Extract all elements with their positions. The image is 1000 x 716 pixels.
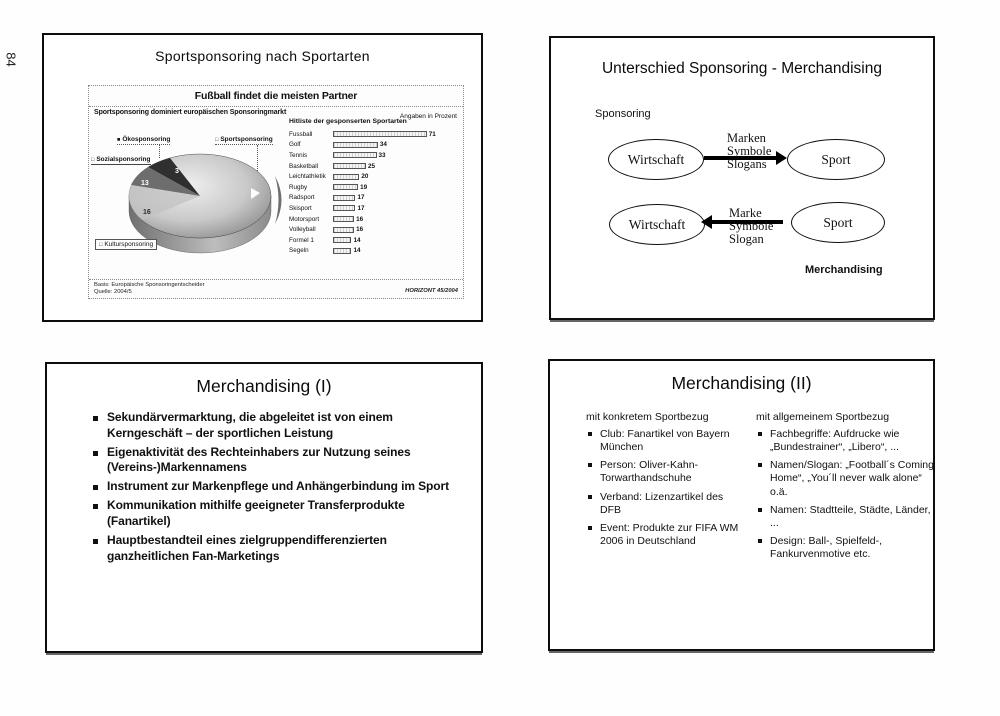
bullet-item: [586, 491, 744, 517]
hitlist-label: Formel 1: [289, 236, 314, 244]
hitlist-value: 71: [428, 130, 436, 138]
pie-value-oeko: 3: [175, 168, 179, 175]
arrow-label-line: Symbole: [727, 144, 772, 158]
square-bullet-icon: [758, 508, 762, 512]
ellipse-sport-top: Sport: [787, 139, 885, 180]
bullet-text: Event: Produkte zur FIFA WM 2006 in Deutschland: [600, 521, 739, 547]
hitlist-row: [289, 203, 458, 214]
bullet-text: Sekundärvermarktung, die abgeleitet ist von einem Kerngeschäft – der sportlichen Leistung: [107, 410, 393, 440]
hitlist-row: [289, 214, 458, 225]
bullet-item: [756, 459, 940, 498]
ellipse-wirtschaft-top: Wirtschaft: [608, 139, 704, 180]
square-bullet-icon: [588, 463, 592, 467]
chart-footer: [89, 279, 463, 298]
hitlist-value: 14: [353, 247, 361, 255]
hitlist-bar: [333, 227, 354, 233]
hitlist-bar: [333, 248, 351, 254]
column-header: mit allgemeinem Sportbezug: [756, 411, 890, 423]
hitlist-row: [289, 171, 458, 182]
bullet-text: Instrument zur Markenpflege und Anhängerbindung im Sport: [107, 479, 449, 494]
bullet-text: Verband: Lizenzartikel des DFB: [600, 490, 724, 516]
bullet-item: [586, 459, 744, 485]
bullet-item: [93, 533, 457, 565]
legend-label: Ökosponsoring: [122, 136, 171, 143]
bullet-item: [93, 479, 457, 495]
merch1-list: [93, 410, 457, 567]
slide-unterschied-sponsoring-merchandising: [549, 36, 935, 320]
merch2-col-0-list: [586, 428, 744, 548]
hitlist-bar: [333, 184, 358, 190]
hitlist-title: Hitliste der gesponserten Sportarten: [289, 118, 407, 125]
hitlist-row: [289, 150, 458, 161]
hitlist-row: [289, 182, 458, 193]
bullet-item: [93, 445, 457, 477]
legend-sozialsponsoring: [91, 156, 151, 165]
hitlist-label: Volleyball: [289, 226, 316, 234]
legend-kultursponsoring: [95, 239, 157, 250]
square-bullet-icon: [588, 432, 592, 436]
merch2-col-0: [586, 411, 744, 566]
slide-title: Unterschied Sponsoring - Merchandising: [601, 60, 882, 77]
legend-label: Sportsponsoring: [220, 136, 273, 143]
hitlist-label: Tennis: [289, 151, 308, 159]
legend-leader-line: [159, 145, 160, 158]
hitlist-row: [289, 224, 458, 235]
hitlist-value: 14: [353, 236, 361, 244]
pie-value-sozial: 13: [141, 180, 149, 187]
square-bullet-icon: [758, 539, 762, 543]
hitlist-bar: [333, 163, 366, 169]
hitlist-value: 34: [379, 141, 387, 149]
pie-chart: [89, 122, 289, 274]
square-bullet-icon: [93, 504, 98, 509]
arrow-label-line: Marken: [727, 131, 766, 145]
hitlist-label: Radsport: [289, 194, 315, 202]
square-bullet-icon: [588, 495, 592, 499]
slide-sportsponsoring-chart: [42, 33, 483, 322]
square-bullet-icon: [758, 463, 762, 467]
legend-swatch-icon: ■: [117, 137, 121, 143]
hitlist-row: [289, 193, 458, 204]
bullet-item: [756, 535, 940, 561]
arrow-label-top: [727, 132, 771, 171]
merch2-col-1: [756, 411, 940, 566]
pie-value-kultur: 16: [143, 209, 151, 216]
hitlist-label: Motorsport: [289, 215, 320, 223]
hitlist-bar: [333, 131, 427, 137]
hitlist-value: 33: [378, 151, 386, 159]
page-number: 84: [3, 52, 19, 67]
legend-leader-line: [257, 145, 258, 171]
hitlist-bar: [333, 142, 378, 148]
chart-subline: Sportsponsoring dominiert europäischen Sponsoringmarkt: [94, 109, 287, 116]
pie-shadow: [275, 176, 282, 224]
arrow-label-line: Marke: [729, 206, 762, 220]
bullet-item: [756, 428, 940, 454]
hitlist-label: Leichtathletik: [289, 173, 326, 181]
bullet-text: Club: Fanartikel von Bayern München: [600, 428, 730, 454]
hitlist-value: 19: [360, 183, 368, 191]
hitlist: [289, 118, 458, 256]
arrow-label-bottom: [729, 207, 773, 246]
hitlist-value: 17: [357, 204, 365, 212]
hitlist-label: Fussball: [289, 130, 313, 138]
embedded-chart: [88, 85, 464, 299]
square-bullet-icon: [93, 416, 98, 421]
hitlist-label: Golf: [289, 141, 301, 149]
hitlist-bar: [333, 205, 355, 211]
hitlist-label: Segeln: [289, 247, 309, 255]
arrow-label-line: Slogans: [727, 157, 767, 171]
slide-title: Sportsponsoring nach Sportarten: [155, 48, 370, 64]
bullet-text: Eigenaktivität des Rechteinhabers zur Nutzung seines (Vereins-)Markennamens: [107, 444, 411, 475]
chart-footer-quelle: Quelle: 2004/5: [94, 289, 132, 295]
legend-label: Kultursponsoring: [104, 241, 154, 248]
hitlist-bar: [333, 216, 354, 222]
hitlist-value: 20: [361, 173, 369, 181]
square-bullet-icon: [758, 432, 762, 436]
arrow-label-line: Slogan: [729, 232, 764, 246]
hitlist-label: Skisport: [289, 204, 312, 212]
bullet-item: [93, 410, 457, 442]
bullet-text: Namen: Stadtteile, Städte, Länder, ...: [770, 503, 931, 529]
merch2-col-1-list: [756, 428, 940, 561]
hitlist-row: [289, 161, 458, 172]
chart-headline: Fußball findet die meisten Partner: [89, 86, 463, 107]
bullet-item: [586, 428, 744, 454]
slide-merchandising-2: [548, 359, 935, 651]
ellipse-wirtschaft-bottom: Wirtschaft: [609, 204, 705, 245]
bullet-text: Fachbegriffe: Aufdrucke wie „Bundestrainer“, „Libero“, ...: [770, 428, 900, 454]
hitlist-row: [289, 235, 458, 246]
hitlist-row: [289, 129, 458, 140]
label-sponsoring: Sponsoring: [595, 108, 651, 120]
chart-footer-basis: Basis: Europäische Sponsoringentscheider: [94, 282, 205, 288]
hitlist-row: [289, 246, 458, 257]
arrow-label-line: Symbole: [729, 219, 774, 233]
bullet-text: Design: Ball-, Spielfeld-, Fankurvenmotive etc.: [770, 534, 883, 560]
hitlist-bar: [333, 152, 377, 158]
hitlist-value: 16: [356, 215, 364, 223]
bullet-item: [586, 522, 744, 548]
hitlist-bar: [333, 195, 355, 201]
legend-swatch-icon: □: [91, 157, 95, 163]
hitlist-rows: [289, 129, 458, 256]
hitlist-bar: [333, 237, 351, 243]
bullet-text: Namen/Slogan: „Football´s Coming Home“, „You´ll never walk alone“ o.ä.: [770, 459, 934, 498]
ellipse-sport-bottom: Sport: [791, 202, 885, 243]
legend-swatch-icon: □: [215, 137, 219, 143]
bullet-item: [756, 504, 940, 530]
bullet-text: Person: Oliver-Kahn-Torwarthandschuhe: [600, 459, 699, 485]
square-bullet-icon: [93, 485, 98, 490]
square-bullet-icon: [93, 539, 98, 544]
hitlist-row: [289, 140, 458, 151]
hitlist-bar: [333, 174, 359, 180]
chart-unit-note: Angaben in Prozent: [399, 113, 457, 120]
bullet-text: Hauptbestandteil eines zielgruppendifferenzierten ganzheitlichen Fan-Marketings: [107, 532, 387, 563]
hitlist-label: Basketball: [289, 162, 319, 170]
label-merchandising: Merchandising: [805, 264, 883, 276]
hitlist-label: Rugby: [289, 183, 308, 191]
legend-swatch-icon: □: [99, 242, 103, 248]
hitlist-value: 16: [356, 226, 364, 234]
slide-merchandising-1: [45, 362, 483, 653]
merch2-columns: [586, 411, 940, 566]
bullet-text: Kommunikation mithilfe geeigneter Transferprodukte (Fanartikel): [107, 498, 405, 528]
bullet-item: [93, 498, 457, 530]
square-bullet-icon: [93, 451, 98, 456]
legend-oekosponsoring: [117, 136, 170, 145]
hitlist-value: 17: [357, 194, 365, 202]
legend-label: Sozialsponsoring: [96, 156, 151, 163]
chart-footer-source: HORIZONT 45/2004: [405, 288, 458, 294]
slide-title: Merchandising (II): [671, 373, 812, 393]
legend-sportsponsoring: [215, 136, 273, 145]
square-bullet-icon: [588, 526, 592, 530]
slide-title: Merchandising (I): [196, 376, 332, 396]
column-header: mit konkretem Sportbezug: [586, 411, 709, 423]
hitlist-value: 25: [368, 162, 376, 170]
